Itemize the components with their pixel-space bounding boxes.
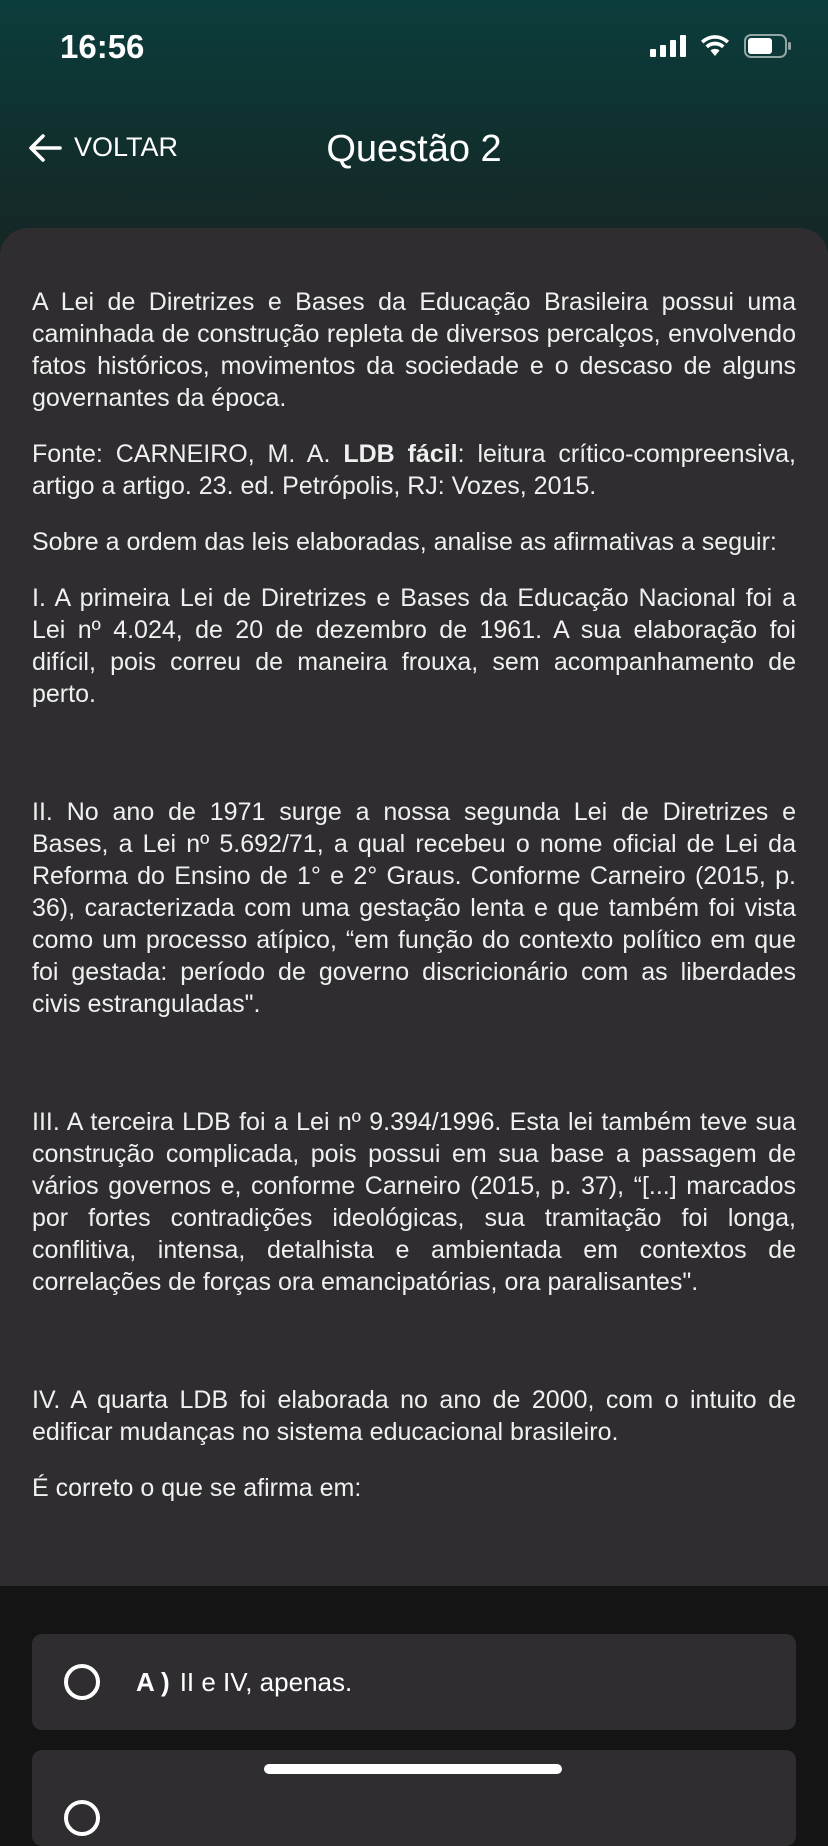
source-book-title: LDB fácil (343, 440, 458, 468)
status-icons (650, 34, 792, 58)
back-label: VOLTAR (74, 132, 179, 162)
wifi-icon (700, 35, 730, 57)
radio-button-icon[interactable] (64, 1664, 100, 1700)
question-content (32, 286, 796, 1504)
statement-1: I. A primeira Lei de Diretrizes e Bases da Educação Nacional foi a Lei nº 4.024, de 20 de dezembro de 1961. A sua elaboração foi difícil, pois correu de maneira frouxa, sem acompanhamento de perto. (32, 584, 796, 708)
option-text: II e IV, apenas. (179, 1666, 353, 1697)
cellular-signal-icon (650, 35, 686, 57)
statement-4: IV. A quarta LDB foi elaborada no ano de 2000, com o intuito de edificar mudanças no sistema educacional brasileiro. (32, 1386, 796, 1446)
home-indicator (264, 1764, 562, 1774)
status-time: 16:56 (60, 28, 145, 65)
page-title: Questão 2 (326, 128, 502, 170)
header (0, 0, 828, 260)
source-suffix: : leitura crítico-compreensiva, artigo a artigo. 23. ed. Petrópolis, RJ: Vozes, 2015. (32, 440, 796, 500)
option-letter: A ) (136, 1666, 170, 1697)
battery-icon (744, 34, 792, 58)
question-source (32, 438, 796, 502)
question-prompt: Sobre a ordem das leis elaboradas, analise as afirmativas a seguir: (32, 528, 777, 556)
source-prefix: Fonte: CARNEIRO, M. A. (32, 440, 331, 468)
statement-2: II. No ano de 1971 surge a nossa segunda Lei de Diretrizes e Bases, a Lei nº 5.692/71, a qual recebeu o nome oficial de Lei da Reforma do Ensino de 1° e 2° Graus. Conforme Carneiro (2015, p. 36), caracterizada com uma gestação lenta e que também foi vista como um processo atípico, “em função do contexto político em que foi gestada: período de governo discricionário com as liberdades civis estranguladas". (32, 798, 796, 1018)
statement-3: III. A terceira LDB foi a Lei nº 9.394/1996. Esta lei também teve sua construção complicada, pois possui em sua base a passagem de vários governos e, conforme Carneiro (2015, p. 37), “[...] marcados por fortes contradições ideológicas, sua tramitação foi longa, conflitiva, intensa, detalhista e ambientada em contextos de correlações de forças ora emancipatórias, ora paralisantes". (32, 1108, 796, 1296)
answer-options (0, 1586, 828, 1792)
option-a[interactable] (32, 1634, 796, 1730)
question-closing: É correto o que se afirma em: (32, 1474, 362, 1502)
question-intro: A Lei de Diretrizes e Bases da Educação Brasileira possui uma caminhada de construção repleta de diversos percalços, envolvendo fatos históricos, movimentos da sociedade e o descaso de alguns governantes da época. (32, 288, 796, 412)
radio-button-icon[interactable] (64, 1800, 100, 1836)
